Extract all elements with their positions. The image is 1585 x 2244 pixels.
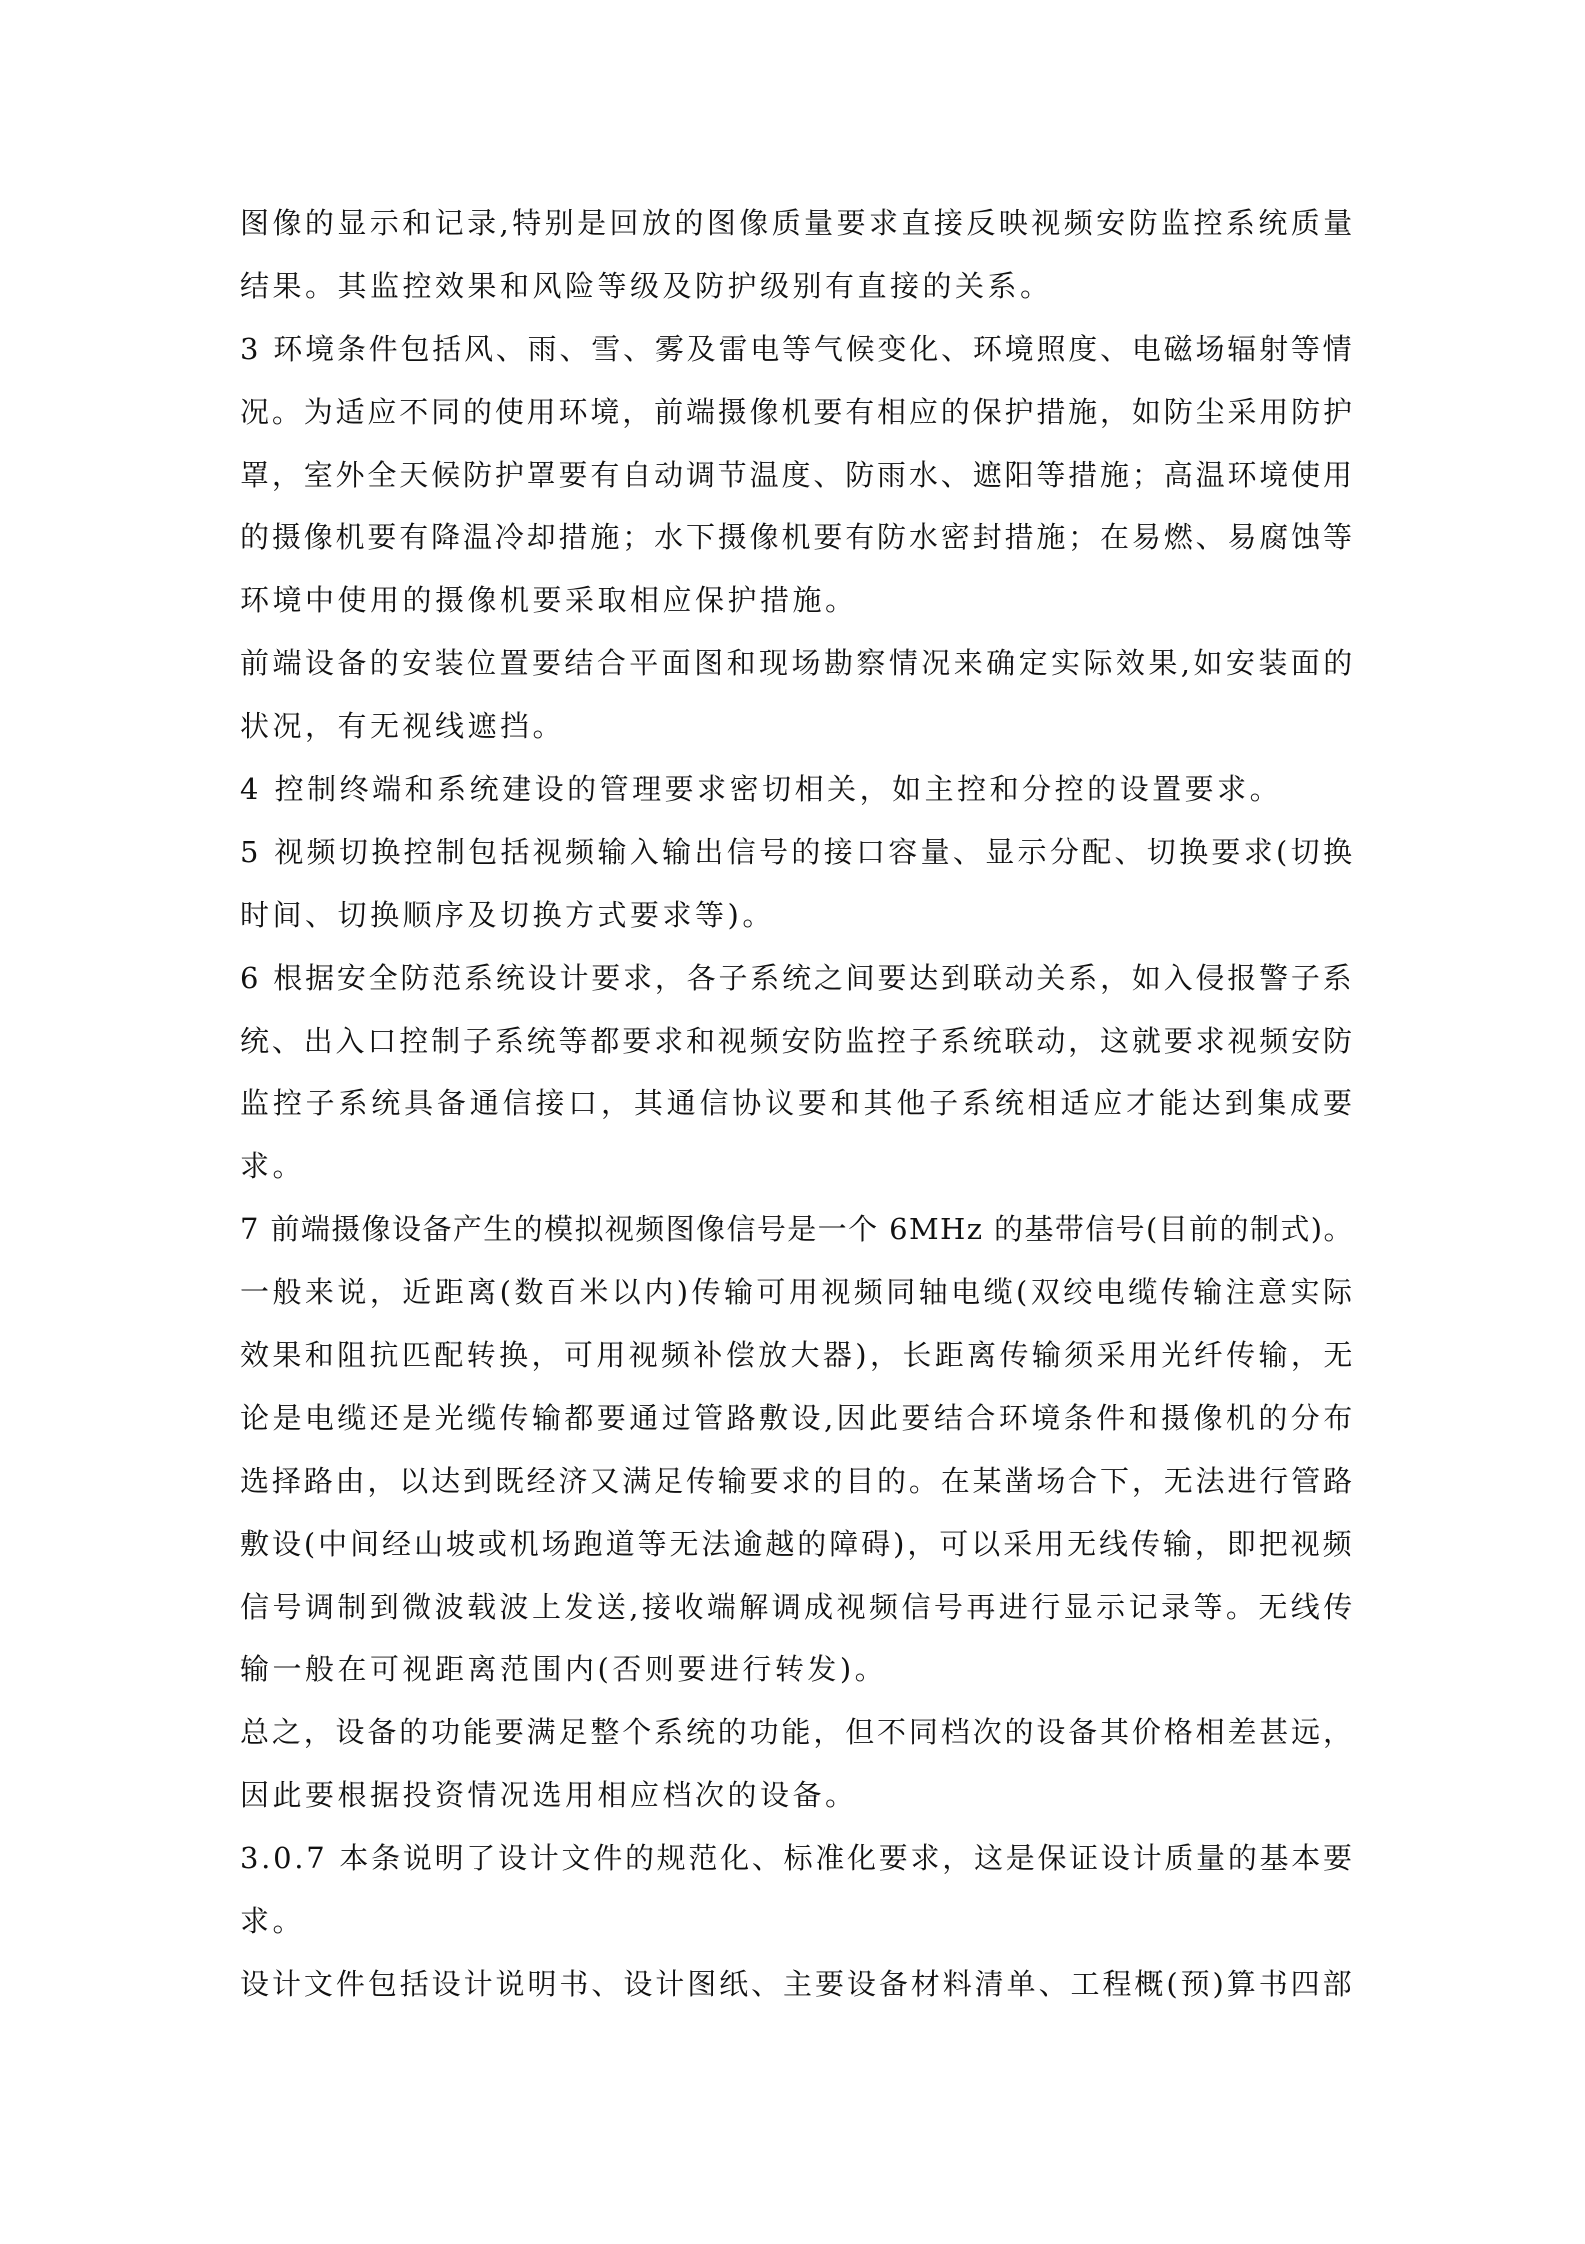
text-line: 监控子系统具备通信接口，其通信协议要和其他子系统相适应才能达到集成要	[240, 1086, 1356, 1121]
text-line: 3 环境条件包括风、雨、雪、雾及雷电等气候变化、环境照度、电磁场辐射等情	[240, 331, 1355, 366]
text-line: 输一般在可视距离范围内(否则要进行转发)。	[240, 1652, 888, 1687]
text-line: 效果和阻抗匹配转换，可用视频补偿放大器)，长距离传输须采用光纤传输，无	[240, 1338, 1356, 1373]
text-line: 求。	[240, 1904, 306, 1939]
text-line: 总之，设备的功能要满足整个系统的功能，但不同档次的设备其价格相差甚远，	[240, 1715, 1355, 1750]
text-line: 6 根据安全防范系统设计要求，各子系统之间要达到联动关系，如入侵报警子系	[240, 960, 1355, 995]
text-line: 敷设(中间经山坡或机场跑道等无法逾越的障碍)，可以采用无线传输，即把视频	[240, 1526, 1355, 1561]
text-line: 时间、切换顺序及切换方式要求等)。	[240, 897, 775, 932]
text-line: 3.0.7 本条说明了设计文件的规范化、标准化要求，这是保证设计质量的基本要	[240, 1841, 1355, 1876]
text-line: 状况，有无视线遮挡。	[240, 709, 566, 744]
text-line: 信号调制到微波载波上发送,接收端解调成视频信号再进行显示记录等。无线传	[240, 1589, 1356, 1624]
text-line: 环境中使用的摄像机要采取相应保护措施。	[240, 583, 858, 618]
text-line: 5 视频切换控制包括视频输入输出信号的接口容量、显示分配、切换要求(切换	[240, 834, 1356, 869]
text-line: 况。为适应不同的使用环境，前端摄像机要有相应的保护措施，如防尘采用防护	[240, 394, 1355, 429]
text-line: 一般来说，近距离(数百米以内)传输可用视频同轴电缆(双绞电缆传输注意实际	[240, 1275, 1356, 1310]
text-line: 论是电缆还是光缆传输都要通过管路敷设,因此要结合环境条件和摄像机的分布	[240, 1400, 1356, 1435]
text-line: 统、出入口控制子系统等都要求和视频安防监控子系统联动，这就要求视频安防	[240, 1023, 1355, 1058]
text-line: 前端设备的安装位置要结合平面图和现场勘察情况来确定实际效果,如安装面的	[240, 646, 1356, 681]
text-line: 选择路由，以达到既经济又满足传输要求的目的。在某凿场合下，无法进行管路	[240, 1463, 1355, 1498]
text-line: 因此要根据投资情况选用相应档次的设备。	[240, 1778, 858, 1813]
text-line: 结果。其监控效果和风险等级及防护级别有直接的关系。	[240, 268, 1053, 303]
text-line: 4 控制终端和系统建设的管理要求密切相关，如主控和分控的设置要求。	[240, 772, 1283, 807]
document-page	[240, 192, 1356, 2016]
text-line: 设计文件包括设计说明书、设计图纸、主要设备材料清单、工程概(预)算书四部	[240, 1966, 1355, 2001]
text-line: 7 前端摄像设备产生的模拟视频图像信号是一个 6MHz 的基带信号(目前的制式)。	[240, 1212, 1354, 1247]
text-line: 的摄像机要有降温冷却措施；水下摄像机要有防水密封措施；在易燃、易腐蚀等	[240, 520, 1355, 555]
text-line: 求。	[240, 1149, 306, 1184]
text-line: 罩，室外全天候防护罩要有自动调节温度、防雨水、遮阳等措施；高温环境使用	[240, 457, 1355, 492]
text-line: 图像的显示和记录,特别是回放的图像质量要求直接反映视频安防监控系统质量	[240, 206, 1356, 240]
